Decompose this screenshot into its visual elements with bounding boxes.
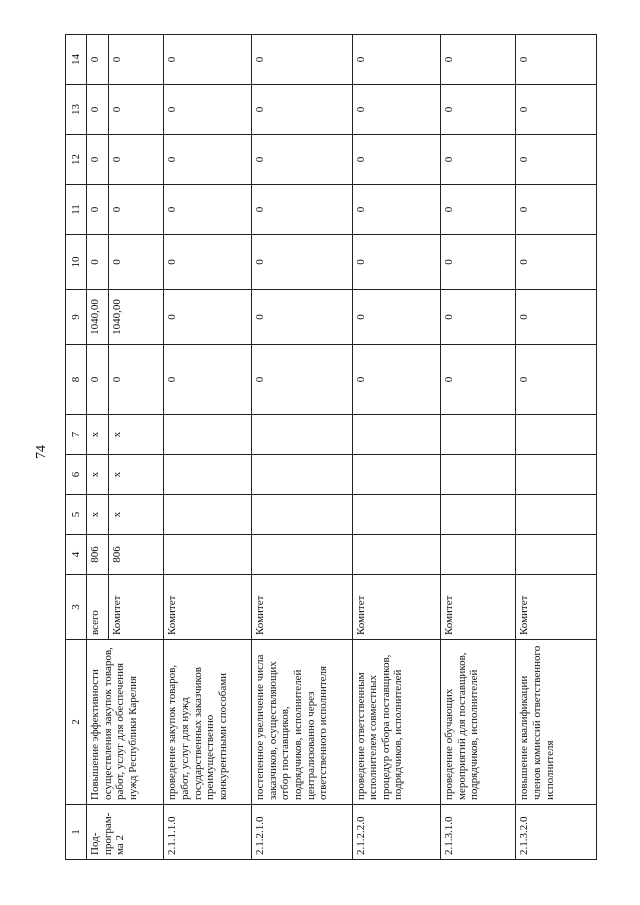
cell-c6 [352, 455, 441, 495]
cell-c8: 0 [87, 345, 109, 415]
cell-c13: 0 [352, 85, 441, 135]
cell-c11: 0 [251, 185, 352, 235]
row-responsible: всего [87, 575, 109, 640]
col-header: 8 [66, 345, 87, 415]
cell-c13: 0 [164, 85, 252, 135]
cell-c6 [516, 455, 597, 495]
cell-c7 [251, 415, 352, 455]
col-header: 2 [66, 640, 87, 805]
cell-c6 [164, 455, 252, 495]
cell-c12: 0 [516, 135, 597, 185]
cell-c10: 0 [87, 235, 109, 290]
cell-c8: 0 [441, 345, 516, 415]
cell-c5 [516, 495, 597, 535]
cell-c10: 0 [109, 235, 164, 290]
cell-c9: 0 [164, 290, 252, 345]
cell-c10: 0 [441, 235, 516, 290]
table-row [441, 35, 516, 860]
cell-c7 [164, 415, 252, 455]
cell-c14: 0 [87, 35, 109, 85]
cell-c11: 0 [109, 185, 164, 235]
row-responsible: Комитет [352, 575, 441, 640]
cell-c8: 0 [164, 345, 252, 415]
row-code: Под-програм-ма 2 [87, 805, 164, 860]
row-name: повышение квалификации членов комиссий ответственного исполнителя [516, 640, 597, 805]
cell-c7 [516, 415, 597, 455]
row-responsible: Комитет [164, 575, 252, 640]
row-responsible: Комитет [251, 575, 352, 640]
cell-c12: 0 [109, 135, 164, 185]
cell-c12: 0 [87, 135, 109, 185]
col-header: 6 [66, 455, 87, 495]
cell-c13: 0 [87, 85, 109, 135]
table-row [87, 35, 109, 860]
cell-c14: 0 [164, 35, 252, 85]
cell-c8: 0 [516, 345, 597, 415]
row-code: 2.1.2.2.0 [352, 805, 441, 860]
cell-c4 [352, 535, 441, 575]
cell-c5 [441, 495, 516, 535]
cell-c7 [352, 415, 441, 455]
rotated-table-wrapper [65, 35, 597, 860]
row-responsible: Комитет [516, 575, 597, 640]
row-responsible: Комитет [441, 575, 516, 640]
row-code: 2.1.3.1.0 [441, 805, 516, 860]
cell-c6: x [109, 455, 164, 495]
table-row [164, 35, 252, 860]
cell-c10: 0 [516, 235, 597, 290]
budget-table [65, 34, 597, 860]
cell-c9: 1040,00 [109, 290, 164, 345]
cell-c12: 0 [352, 135, 441, 185]
col-header: 11 [66, 185, 87, 235]
cell-c8: 0 [251, 345, 352, 415]
cell-c5 [164, 495, 252, 535]
cell-c13: 0 [109, 85, 164, 135]
page-number: 74 [34, 445, 49, 459]
row-name: проведение закупок товаров, работ, услуг для нужд государственных заказчиков преимущественно конкурентными способами [164, 640, 252, 805]
cell-c4 [441, 535, 516, 575]
row-code: 2.1.3.2.0 [516, 805, 597, 860]
col-header: 4 [66, 535, 87, 575]
col-header: 13 [66, 85, 87, 135]
table-row [516, 35, 597, 860]
cell-c11: 0 [516, 185, 597, 235]
cell-c11: 0 [87, 185, 109, 235]
cell-c6 [251, 455, 352, 495]
cell-c14: 0 [109, 35, 164, 85]
col-header: 1 [66, 805, 87, 860]
cell-c14: 0 [516, 35, 597, 85]
cell-c14: 0 [251, 35, 352, 85]
cell-c4: 806 [109, 535, 164, 575]
cell-c4: 806 [87, 535, 109, 575]
col-header: 9 [66, 290, 87, 345]
cell-c7: x [87, 415, 109, 455]
cell-c13: 0 [441, 85, 516, 135]
col-header: 3 [66, 575, 87, 640]
cell-c11: 0 [441, 185, 516, 235]
col-header: 12 [66, 135, 87, 185]
cell-c11: 0 [352, 185, 441, 235]
cell-c7 [441, 415, 516, 455]
table-row [352, 35, 441, 860]
header-row [66, 35, 87, 860]
cell-c9: 0 [441, 290, 516, 345]
cell-c13: 0 [516, 85, 597, 135]
cell-c14: 0 [441, 35, 516, 85]
cell-c10: 0 [251, 235, 352, 290]
cell-c5: x [87, 495, 109, 535]
table-row [251, 35, 352, 860]
col-header: 7 [66, 415, 87, 455]
cell-c9: 0 [516, 290, 597, 345]
cell-c14: 0 [352, 35, 441, 85]
row-code: 2.1.2.1.0 [251, 805, 352, 860]
row-name: постепенное увеличение числа заказчиков, осуществляющих отбор поставщиков, подрядчиков, исполнителей централизованно через ответственного исполнителя [251, 640, 352, 805]
row-responsible: Комитет [109, 575, 164, 640]
cell-c4 [164, 535, 252, 575]
row-name: Повышение эффективности осуществления закупок товаров, работ, услуг для обеспечения нужд Республики Карелия [87, 640, 164, 805]
cell-c8: 0 [109, 345, 164, 415]
cell-c4 [516, 535, 597, 575]
cell-c6: x [87, 455, 109, 495]
cell-c5: x [109, 495, 164, 535]
cell-c11: 0 [164, 185, 252, 235]
cell-c10: 0 [352, 235, 441, 290]
cell-c8: 0 [352, 345, 441, 415]
cell-c12: 0 [251, 135, 352, 185]
cell-c4 [251, 535, 352, 575]
row-name: проведение ответственным исполнителем совместных процедур отбора поставщиков, подрядчиков, исполнителей [352, 640, 441, 805]
cell-c9: 0 [352, 290, 441, 345]
cell-c9: 0 [251, 290, 352, 345]
row-name: проведение обучающих мероприятий для поставщиков, подрядчиков, исполнителей [441, 640, 516, 805]
cell-c13: 0 [251, 85, 352, 135]
col-header: 14 [66, 35, 87, 85]
cell-c5 [352, 495, 441, 535]
col-header: 5 [66, 495, 87, 535]
cell-c12: 0 [164, 135, 252, 185]
row-code: 2.1.1.1.0 [164, 805, 252, 860]
cell-c7: x [109, 415, 164, 455]
cell-c6 [441, 455, 516, 495]
cell-c12: 0 [441, 135, 516, 185]
cell-c9: 1040,00 [87, 290, 109, 345]
cell-c10: 0 [164, 235, 252, 290]
cell-c5 [251, 495, 352, 535]
col-header: 10 [66, 235, 87, 290]
